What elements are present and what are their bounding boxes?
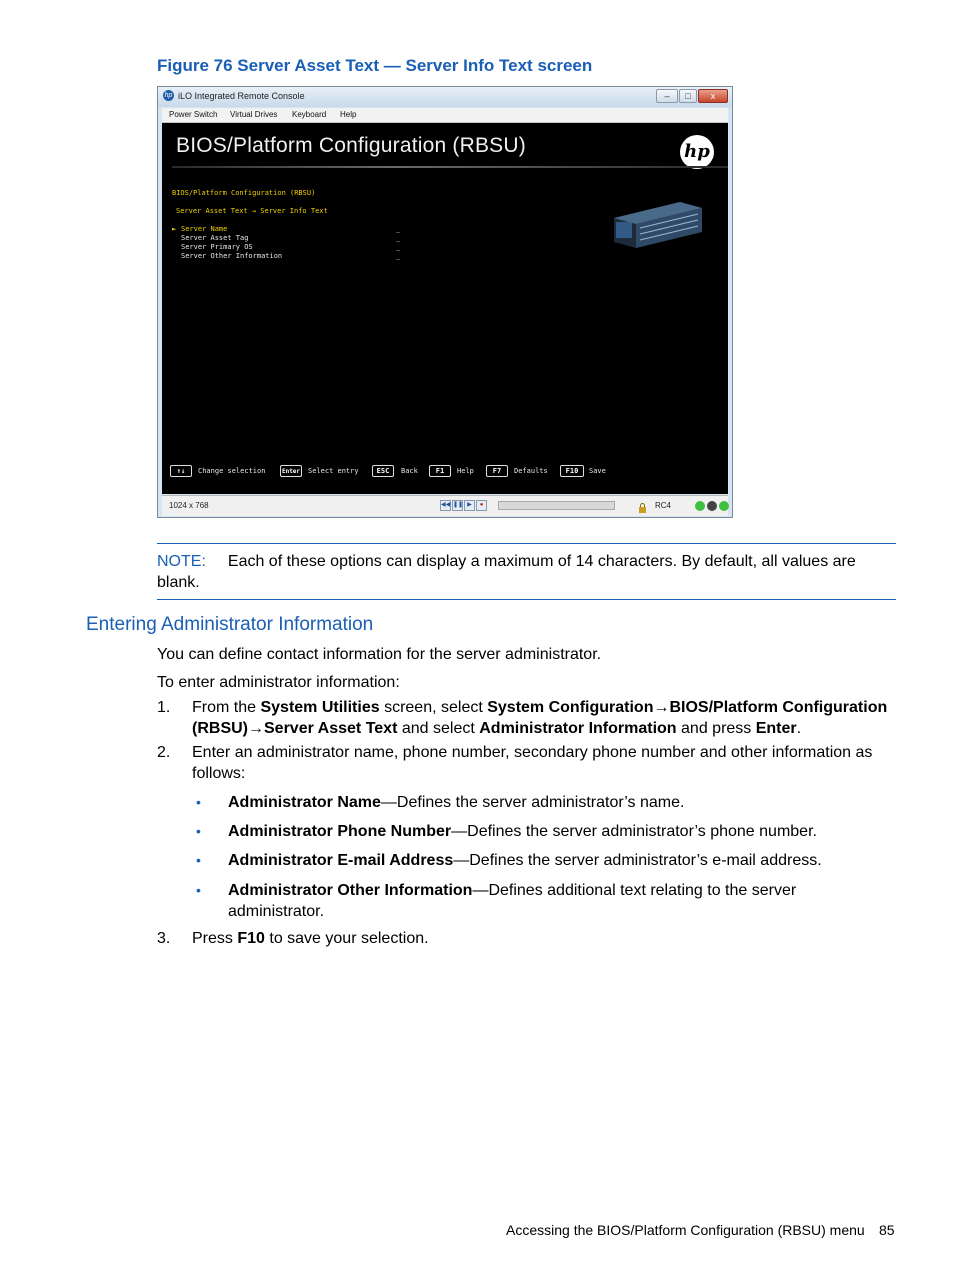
record-icon[interactable]: ●	[476, 500, 487, 511]
key-arrows: ↑↓	[170, 465, 192, 477]
key-arrows-label: Change selection	[198, 467, 266, 475]
step-2-text: Enter an administrator name, phone number, secondary phone number and other information as follows:	[192, 744, 873, 782]
figure-caption: Figure 76 Server Asset Text — Server Info Text screen	[157, 56, 593, 75]
key-f7-label: Defaults	[514, 467, 548, 475]
status-green-icon	[695, 501, 705, 511]
encryption-readout: RC4	[655, 501, 672, 510]
window-title: iLO Integrated Remote Console	[178, 91, 305, 101]
selection-marker-icon: ►	[172, 225, 177, 233]
status-dark-icon	[707, 501, 717, 511]
note-label: NOTE:	[157, 553, 206, 570]
rbsu-header: BIOS/Platform Configuration (RBSU)	[176, 134, 526, 157]
console-screen[interactable]	[162, 123, 728, 494]
menu-power-switch[interactable]: Power Switch	[169, 110, 218, 119]
lead-paragraph: To enter administrator information:	[157, 674, 400, 691]
section-heading: Entering Administrator Information	[86, 614, 374, 635]
bullet-administrator-other: Administrator Other Information—Defines additional text relating to the server administrator.	[228, 882, 797, 920]
note-bottom-rule	[157, 599, 896, 600]
menu-virtual-drives[interactable]: Virtual Drives	[230, 110, 278, 119]
server-primary-os-value[interactable]: _	[396, 243, 401, 251]
bullet-icon: •	[196, 882, 201, 898]
header-divider	[172, 166, 728, 168]
status-bar	[162, 495, 728, 516]
remote-console-window	[157, 86, 733, 518]
bullet-administrator-name: Administrator Name—Defines the server administrator’s name.	[228, 794, 685, 811]
bullet-administrator-email: Administrator E-mail Address—Defines the server administrator’s e-mail address.	[228, 852, 822, 869]
minimize-button[interactable]: –	[656, 89, 678, 103]
bullet-icon: •	[196, 794, 201, 810]
server-other-information-value[interactable]: _	[396, 252, 401, 260]
step-1-text: From the System Utilities screen, select System Configuration→BIOS/Platform Configuration (RBSU)→Server Asset Text and select Administrator Information and press Enter.	[192, 699, 888, 737]
menu-bar	[162, 108, 728, 123]
status-green-2-icon	[719, 501, 729, 511]
intro-paragraph: You can define contact information for the server administrator.	[157, 646, 602, 663]
step-3-text: Press F10 to save your selection.	[192, 930, 429, 947]
pause-icon[interactable]: ❚❚	[452, 500, 463, 511]
server-illustration-icon	[610, 198, 706, 250]
note-text: Each of these options can display a maximum of 14 characters. By default, all values are blank.	[157, 553, 856, 591]
key-enter: Enter	[280, 465, 302, 477]
key-f7: F7	[486, 465, 508, 477]
key-enter-label: Select entry	[308, 467, 359, 475]
step-2-number: 2.	[157, 744, 171, 761]
server-asset-tag-value[interactable]: _	[396, 234, 401, 242]
page-number: 85	[879, 1222, 895, 1238]
menu-item-server-asset-tag[interactable]: Server Asset Tag	[181, 234, 249, 242]
key-f10: F10	[560, 465, 584, 477]
key-f10-label: Save	[589, 467, 606, 475]
lock-icon	[638, 500, 647, 510]
screen-subtitle: Server Asset Text → Server Info Text	[176, 207, 328, 215]
window-titlebar	[158, 87, 732, 107]
key-esc-label: Back	[401, 467, 418, 475]
close-button[interactable]: x	[698, 89, 728, 103]
note-block	[157, 551, 896, 593]
server-name-value[interactable]: _	[396, 225, 401, 233]
menu-keyboard[interactable]: Keyboard	[292, 110, 327, 119]
step-1-number: 1.	[157, 699, 171, 716]
step-3-number: 3.	[157, 930, 171, 947]
menu-help[interactable]: Help	[340, 110, 357, 119]
menu-item-server-primary-os[interactable]: Server Primary OS	[181, 243, 253, 251]
bullet-icon: •	[196, 852, 201, 868]
hp-small-logo-icon: hp	[164, 92, 173, 99]
key-esc: ESC	[372, 465, 394, 477]
key-f1: F1	[429, 465, 451, 477]
maximize-button[interactable]: □	[679, 89, 697, 103]
menu-item-server-other-information[interactable]: Server Other Information	[181, 252, 283, 260]
menu-item-server-name[interactable]: Server Name	[181, 225, 228, 233]
note-top-rule	[157, 543, 896, 544]
play-icon[interactable]: ▶	[464, 500, 475, 511]
footer-text: Accessing the BIOS/Platform Configuration (RBSU) menu	[506, 1222, 865, 1238]
rewind-icon[interactable]: ◀◀	[440, 500, 451, 511]
screen-breadcrumb: BIOS/Platform Configuration (RBSU)	[172, 189, 316, 197]
resolution-readout: 1024 x 768	[169, 501, 209, 510]
bullet-administrator-phone: Administrator Phone Number—Defines the server administrator’s phone number.	[228, 823, 817, 840]
hp-logo-icon: hp	[680, 135, 714, 169]
playback-progress[interactable]	[498, 501, 615, 510]
bullet-icon: •	[196, 823, 201, 839]
key-f1-label: Help	[457, 467, 474, 475]
